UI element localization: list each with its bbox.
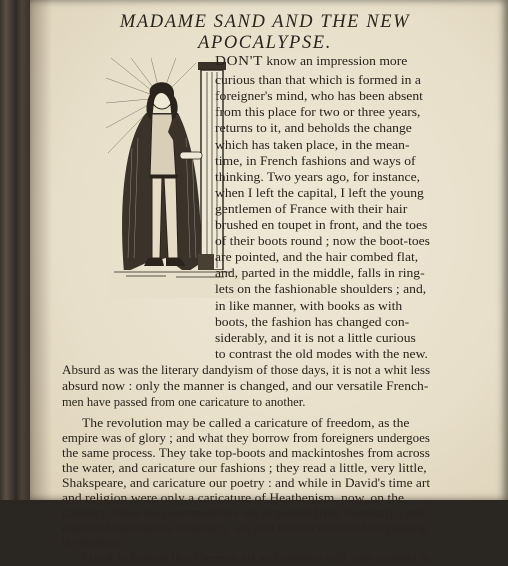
text-line: siderably, and it is not a little curious xyxy=(215,330,416,345)
text-line: brushed en toupet in front, and the toes xyxy=(215,218,428,232)
text-line: are pointed, and the hair combed flat, xyxy=(215,250,419,265)
text-line: men have passed from one caricature to another. xyxy=(62,395,306,410)
text-line: Absurd as was the literary dandyism of those days, it is not a whit less xyxy=(62,362,431,377)
text-line: The revolution may be called a caricature of freedom, as the xyxy=(82,415,410,430)
chapter-title-line-2: APOCALYPSE. xyxy=(198,33,332,53)
text-line: thinking. Two years ago, for instance, xyxy=(215,169,421,184)
text-line: the same process. They take top-boots and mackintoshes from across xyxy=(62,445,430,460)
text-line xyxy=(215,53,407,70)
text-line: to contrast the old modes with the new. xyxy=(215,346,428,361)
text-line: which has taken place, in the mean- xyxy=(215,137,410,152)
text-line: Shakspeare, and caricature our poetry : and while in David's time art xyxy=(62,475,431,490)
text-line: boots, the fashion has changed con- xyxy=(215,314,410,329)
text-line: the water, and caricature our fashions ; they read a little, very little, xyxy=(62,460,427,475)
text-line: in like manner, with books as with xyxy=(215,298,403,313)
text-line: contrary, these two commodities are imported from Germany ; and xyxy=(62,505,426,520)
text-line-rest: know an impression more xyxy=(262,54,408,68)
chapter-title-line-1: MADAME SAND AND THE NEW xyxy=(119,12,411,32)
text-line: foreigner's mind, who has been absent xyxy=(215,89,423,104)
drop-cap: DON'T xyxy=(215,54,263,69)
text-line: absurd now : only the manner is changed, and our versatile French- xyxy=(62,379,429,394)
gutter-shadow xyxy=(30,0,52,500)
text-line: gentlemen of France with their hair xyxy=(215,201,408,216)
text-line: lets on the fashionable shoulders ; and, xyxy=(215,282,427,297)
text-line: and religion were only a caricature of Heathenism, now, on the xyxy=(62,490,405,505)
text-line: the frontier. xyxy=(62,535,121,550)
text-line: curious than that which is formed in a xyxy=(215,73,421,88)
text-line: time, in French fashions and ways of xyxy=(215,153,416,168)
text-line: empire was of glory ; and what they borrow from foreigners undergoes xyxy=(62,430,430,445)
text-line: of their boots round ; now the boot-toes xyxy=(215,234,430,249)
text-line: returns to it, and beholds the change xyxy=(215,121,412,136)
text-line: when I left the capital, I left the young xyxy=(215,185,424,200)
text-line: distorted caricatures originally, are still further distorted on passing xyxy=(62,520,428,535)
book-page xyxy=(30,0,508,565)
text-line: from this place for two or three years, xyxy=(215,105,421,120)
text-line: and, parted in the middle, falls in ring- xyxy=(215,266,425,281)
text-line: I trust in heaven that German art and religion will take no hold in xyxy=(82,550,431,565)
